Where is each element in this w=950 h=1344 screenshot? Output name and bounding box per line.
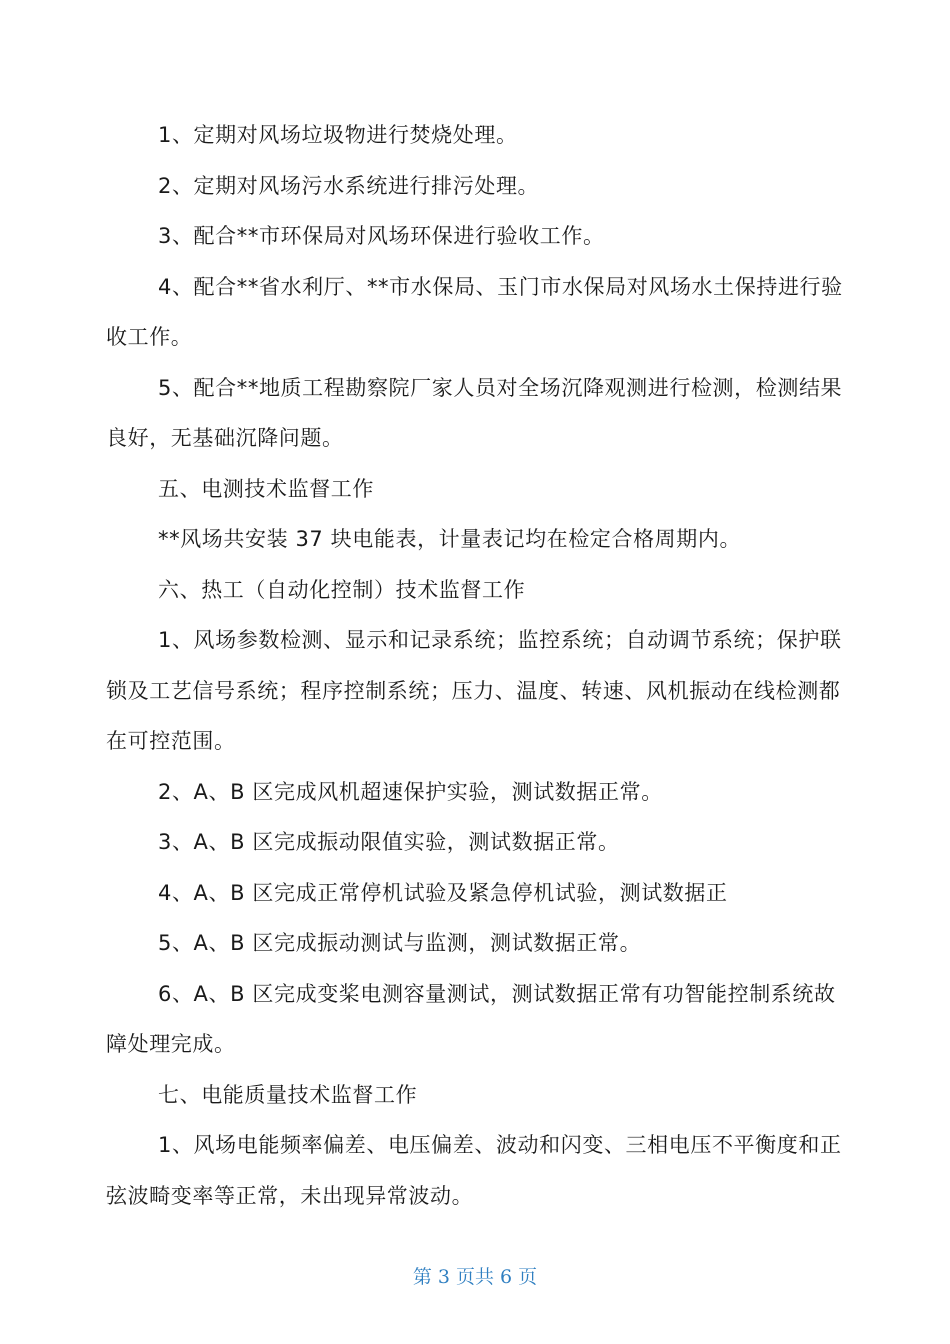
paragraph: 3、配合**市环保局对风场环保进行验收工作。 (158, 224, 605, 248)
paragraph: 1、风场电能频率偏差、电压偏差、波动和闪变、三相电压不平衡度和正弦波畸变率等正常，未出现异常波动。 (106, 1133, 842, 1208)
section-heading: 五、电测技术监督工作 (158, 476, 374, 501)
paragraph: 2、定期对风场污水系统进行排污处理。 (158, 173, 540, 198)
paragraph: 1、定期对风场垃圾物进行焚烧处理。 (158, 123, 518, 147)
paragraph: 5、A、B 区完成振动测试与监测，测试数据正常。 (158, 931, 642, 955)
paragraph: 3、A、B 区完成振动限值实验，测试数据正常。 (158, 830, 620, 854)
paragraph: 6、A、B 区完成变桨电测容量测试，测试数据正常有功智能控制系统故障处理完成。 (106, 981, 836, 1056)
paragraph: 2、A、B 区完成风机超速保护实验，测试数据正常。 (158, 779, 663, 804)
paragraph: 4、配合**省水利厅、**市水保局、玉门市水保局对风场水土保持进行验收工作。 (106, 274, 843, 349)
paragraph: 4、A、B 区完成正常停机试验及紧急停机试验，测试数据正 (158, 880, 728, 905)
paragraph: **风场共安装 37 块电能表，计量表记均在检定合格周期内。 (158, 527, 742, 551)
section-heading: 六、热工（自动化控制）技术监督工作 (158, 577, 526, 602)
document-body (106, 110, 846, 1221)
paragraph: 1、风场参数检测、显示和记录系统；监控系统；自动调节系统；保护联锁及工艺信号系统；程序控制系统；压力、温度、转速、风机振动在线检测都在可控范围。 (106, 628, 842, 753)
page-number-footer: 第 3 页共 6 页 (412, 1266, 538, 1288)
section-heading: 七、电能质量技术监督工作 (158, 1082, 418, 1107)
paragraph: 5、配合**地质工程勘察院厂家人员对全场沉降观测进行检测，检测结果良好，无基础沉降问题。 (106, 375, 843, 450)
